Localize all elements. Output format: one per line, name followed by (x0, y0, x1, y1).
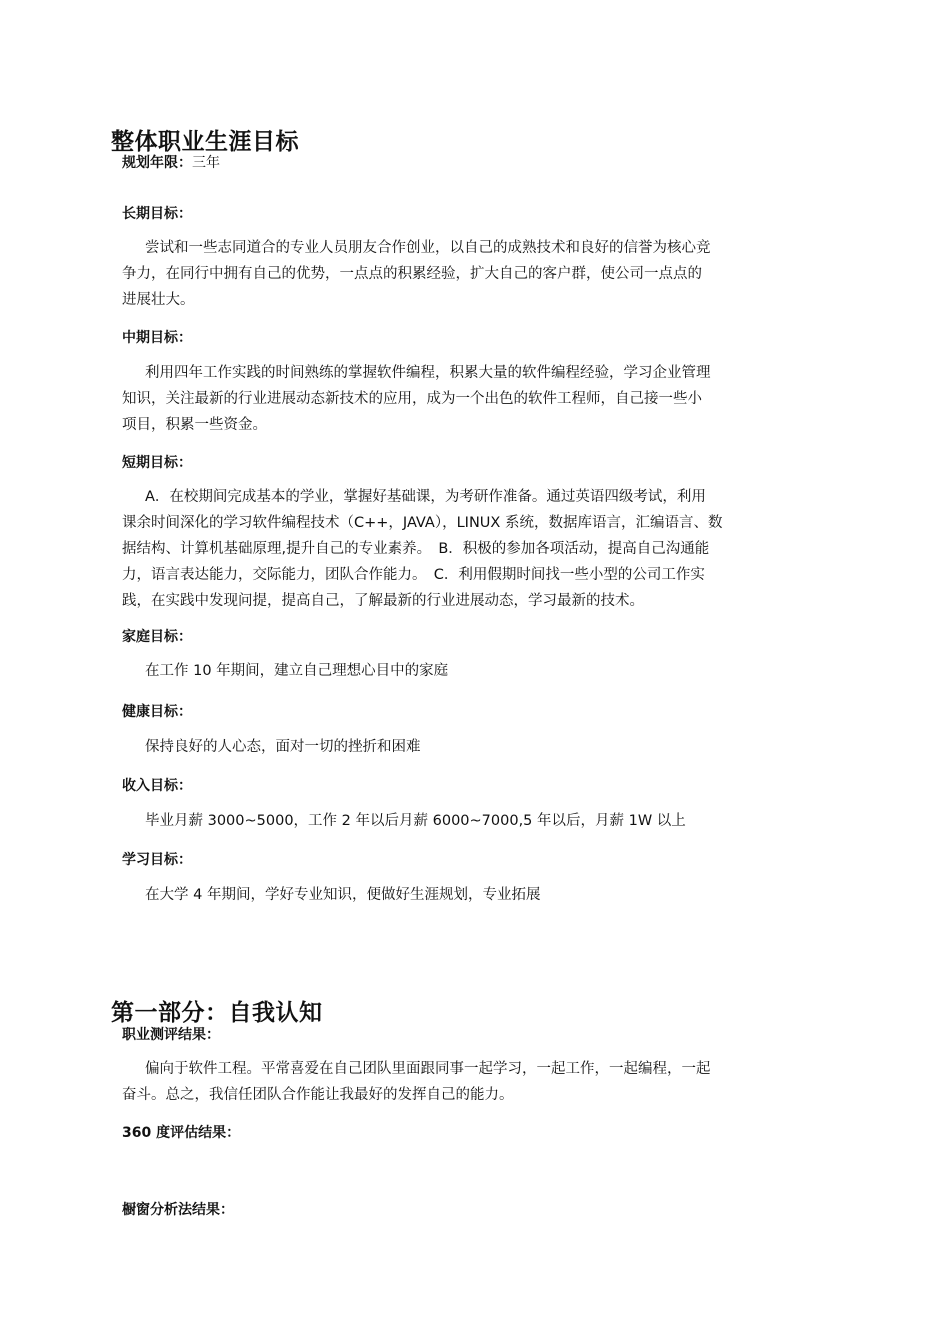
family-goal-text: 在工作 10 年期间，建立自己理想心目中的家庭 (145, 663, 449, 679)
mid-term-goal-label: 中期目标： (122, 330, 192, 346)
text-line: 偏向于软件工程。平常喜爱在自己团队里面跟同事一起学习，一起工作，一起编程，一起 (145, 1061, 711, 1077)
health-goal-text: 保持良好的人心态，面对一切的挫折和困难 (145, 739, 421, 755)
short-term-goal-label: 短期目标： (122, 455, 192, 471)
section-title-career-goals: 整体职业生涯目标 (111, 129, 299, 155)
planning-period (122, 152, 220, 172)
text-line: 践，在实践中发现问提，提高自己，了解最新的行业进展动态，学习最新的技术。 (122, 593, 644, 609)
text-line: 尝试和一些志同道合的专业人员朋友合作创业，以自己的成熟技术和良好的信誉为核心竞 (145, 240, 711, 256)
text-line: 项目，积累一些资金。 (122, 417, 267, 433)
text-line: 课余时间深化的学习软件编程技术（C++，JAVA），LINUX 系统，数据库语言，汇编语言、数 (122, 515, 723, 531)
text-line: 知识，关注最新的行业进展动态新技术的应用，成为一个出色的软件工程师，自己接一些小 (122, 391, 702, 407)
text-line: 争力，在同行中拥有自己的优势，一点点的积累经验，扩大自己的客户群，使公司一点点的 (122, 266, 702, 282)
text-line: 利用四年工作实践的时间熟练的掌握软件编程，积累大量的软件编程经验，学习企业管理 (145, 365, 711, 381)
family-goal-label: 家庭目标： (122, 629, 192, 645)
study-goal-text: 在大学 4 年期间，学好专业知识，便做好生涯规划，专业拓展 (145, 887, 541, 903)
long-term-goal-text (122, 235, 711, 313)
long-term-goal-label: 长期目标： (122, 206, 192, 222)
planning-period-label: 规划年限： (122, 155, 192, 171)
text-line: 力，语言表达能力，交际能力，团队合作能力。 C．利用假期时间找一些小型的公司工作实 (122, 567, 705, 583)
window-analysis-label: 橱窗分析法结果： (122, 1202, 234, 1218)
text-line: 进展壮大。 (122, 292, 195, 308)
career-test-text (122, 1056, 711, 1108)
text-line: 奋斗。总之，我信任团队合作能让我最好的发挥自己的能力。 (122, 1087, 514, 1103)
income-goal-text: 毕业月薪 3000~5000，工作 2 年以后月薪 6000~7000,5 年以后，月薪 1W 以上 (145, 813, 686, 829)
income-goal-label: 收入目标： (122, 778, 192, 794)
text-line: A．在校期间完成基本的学业，掌握好基础课，为考研作准备。通过英语四级考试，利用 (145, 489, 706, 505)
study-goal-label: 学习目标： (122, 852, 192, 868)
text-line: 据结构、计算机基础原理,提升自己的专业素养。 B．积极的参加各项活动，提高自己沟通能 (122, 541, 710, 557)
eval-360-label: 360 度评估结果： (122, 1125, 241, 1141)
health-goal-label: 健康目标： (122, 704, 192, 720)
career-test-label: 职业测评结果： (122, 1027, 220, 1043)
planning-period-value: 三年 (192, 155, 220, 171)
section-title-self-awareness: 第一部分：自我认知 (111, 1000, 323, 1026)
short-term-goal-text (122, 484, 722, 614)
mid-term-goal-text (122, 360, 711, 438)
